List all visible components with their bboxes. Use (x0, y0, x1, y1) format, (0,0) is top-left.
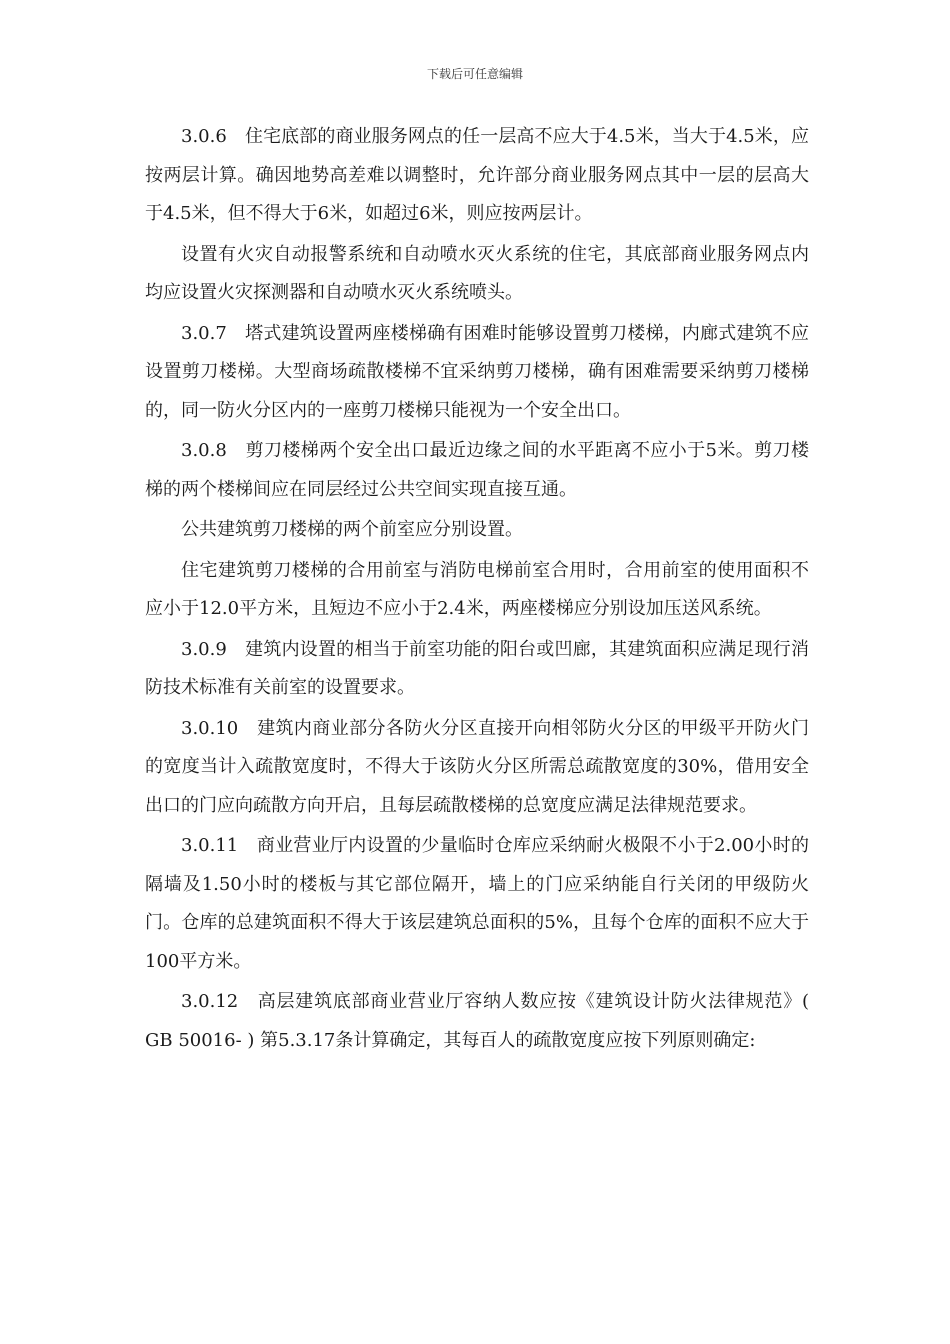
paragraph-3-0-7: 3.0.7 塔式建筑设置两座楼梯确有困难时能够设置剪刀楼梯，内廊式建筑不应设置剪刀楼梯。大型商场疏散楼梯不宜采纳剪刀楼梯，确有困难需要采纳剪刀楼梯的，同一防火分区内的一座剪刀楼梯只能视为一个安全出口。 (145, 322, 809, 421)
paragraph-public-building: 公共建筑剪刀楼梯的两个前室应分别设置。 (181, 519, 523, 540)
paragraph-3-0-9: 3.0.9 建筑内设置的相当于前室功能的阳台或凹廊，其建筑面积应满足现行消防技术标准有关前室的设置要求。 (145, 638, 809, 698)
paragraph-3-0-12: 3.0.12 高层建筑底部商业营业厅容纳人数应按《建筑设计防火法律规范》( GB 50016- ) 第5.3.17条计算确定，其每百人的疏散宽度应按下列原则确定: (145, 991, 809, 1051)
paragraph-3-0-11: 3.0.11 商业营业厅内设置的少量临时仓库应采纳耐火极限不小于2.00小时的隔墙及1.50小时的楼板与其它部位隔开，墙上的门应采纳能自行关闭的甲级防火门。仓库的总建筑面积不得大于该层建筑总面积的5%，且每个仓库的面积不应大于100平方米。 (145, 835, 809, 972)
page-header: 下载后可任意编辑 (426, 67, 523, 81)
paragraph-3-0-6: 3.0.6 住宅底部的商业服务网点的任一层高不应大于4.5米，当大于4.5米，应按两层计算。确因地势高差难以调整时，允许部分商业服务网点其中一层的层高大于4.5米，但不得大于6米，如超过6米，则应按两层计。 (145, 126, 809, 224)
paragraph-3-0-10: 3.0.10 建筑内商业部分各防火分区直接开向相邻防火分区的甲级平开防火门的宽度当计入疏散宽度时，不得大于该防火分区所需总疏散宽度的30%，借用安全出口的门应向疏散方向开启，且每层疏散楼梯的总宽度应满足法律规范要求。 (145, 717, 809, 816)
paragraph-3-0-8: 3.0.8 剪刀楼梯两个安全出口最近边缘之间的水平距离不应小于5米。剪刀楼梯的两个楼梯间应在同层经过公共空间实现直接互通。 (145, 440, 809, 500)
document-body (145, 118, 809, 1062)
paragraph-fire-alarm: 设置有火灾自动报警系统和自动喷水灭火系统的住宅，其底部商业服务网点内均应设置火灾探测器和自动喷水灭火系统喷头。 (145, 243, 809, 303)
paragraph-residential-stairs: 住宅建筑剪刀楼梯的合用前室与消防电梯前室合用时，合用前室的使用面积不应小于12.0平方米，且短边不应小于2.4米，两座楼梯应分别设加压送风系统。 (145, 559, 809, 619)
